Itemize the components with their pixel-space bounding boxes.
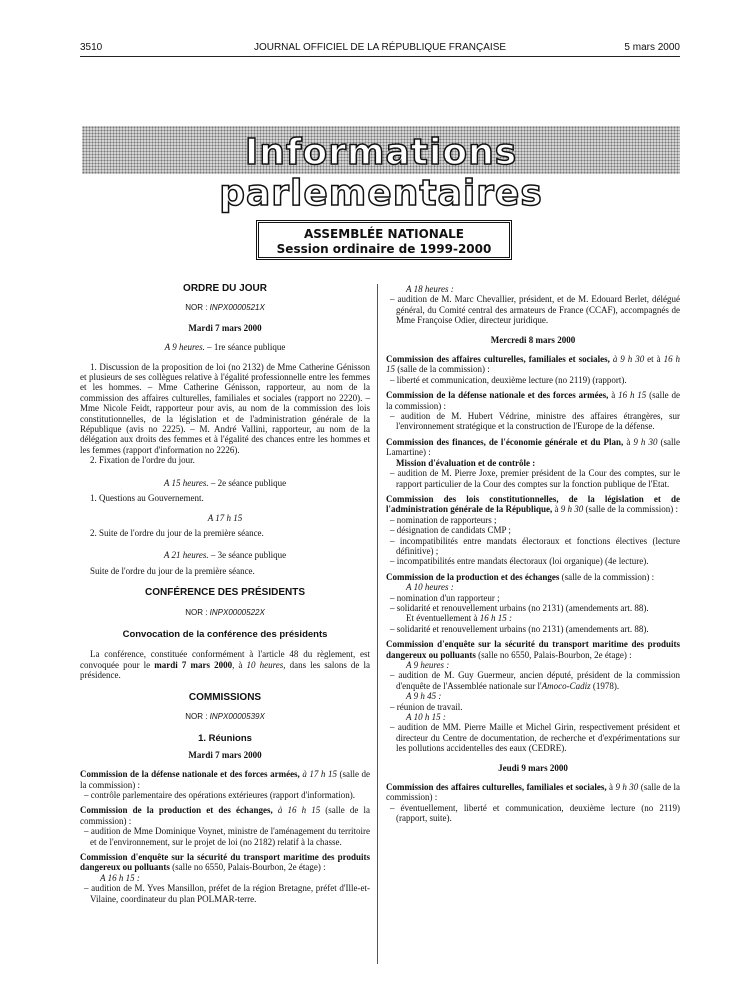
- left-column: [80, 284, 370, 904]
- banner-title: Informations parlementaires: [219, 132, 543, 214]
- page-number: 3510: [80, 42, 103, 53]
- m1-heading: Commission des affaires culturelles, familiales et sociales, à 9 h 30 et à 16 h 15 (salle de la commission) :: [386, 354, 681, 375]
- s1-item1: 1. Discussion de la proposition de loi (no 2132) de Mme Catherine Génisson et plusieurs de ses collègues relative à l'égalité professionnelle entre les femmes et les hommes. – Mme Catherine Génisson, rapporteur, au nom de la commission des affaires culturelles, familiales et sociales (rapport no 2220). – Mme Nicole Feidt, rapporteur pour avis, au nom de la commission des lois constitutionnelles, de la législation et de l'administration générale de la République (avis no 2225). – M. André Vallini, rapporteur, au nom de la délégation aux droits des femmes et à l'égalité des chances entre les hommes et les femmes (rapport d'information no 2226).: [80, 361, 370, 455]
- m6-item2: – réunion de travail.: [390, 701, 463, 712]
- s1-item2: 2. Fixation de l'ordre du jour.: [90, 455, 195, 466]
- journal-title: JOURNAL OFFICIEL DE LA RÉPUBLIQUE FRANÇAISE: [253, 42, 507, 53]
- commissions-nor: NOR : INPX0000539X: [185, 711, 265, 721]
- m6-time2: A 9 h 45 :: [406, 691, 442, 702]
- c1-item1: – contrôle parlementaire des opérations extérieures (rapport d'information).: [84, 790, 356, 800]
- m4-item2: – désignation de candidats CMP ;: [390, 525, 511, 536]
- m2-item1: – audition de M. Hubert Védrine, ministre des affaires étrangères, sur l'environnement stratégique et la construction de l'Europe de la défense.: [390, 411, 680, 432]
- running-header: [80, 42, 680, 56]
- s3-heading: A 21 heures. – 3e séance publique: [163, 550, 287, 561]
- day-thursday: Jeudi 9 mars 2000: [498, 762, 568, 773]
- conference-text: La conférence, constituée conformément à l'article 48 du règlement, est convoquée pour le mardi 7 mars 2000, à 10 heures, dans les salons de la présidence.: [80, 649, 371, 681]
- assembly-box: [256, 220, 512, 260]
- conference-nor: NOR : INPX0000522X: [185, 607, 265, 617]
- c3-time: A 16 h 15 :: [100, 872, 140, 883]
- reunions-subheading: 1. Réunions: [198, 733, 252, 745]
- ordre-day: Mardi 7 mars 2000: [188, 322, 262, 333]
- issue-date: 5 mars 2000: [624, 42, 680, 53]
- s3-item: Suite de l'ordre du jour de la première séance.: [90, 565, 255, 576]
- m3-item1: – audition de M. Pierre Joxe, premier président de la Cour des comptes, sur le rapport particulier de la Cour des comptes sur la fonction publique de l'Etat.: [390, 468, 680, 489]
- commissions-heading: COMMISSIONS: [188, 691, 262, 703]
- r0-time: A 18 heures :: [406, 284, 454, 294]
- ordre-nor: NOR : INPX0000521X: [185, 303, 265, 313]
- ordre-heading: ORDRE DU JOUR: [183, 283, 267, 294]
- assembly-name: ASSEMBLÉE NATIONALE: [304, 227, 464, 241]
- r0-item1: – audition de M. Marc Chevallier, président, et de M. Edouard Berlet, délégué général, du Comité central des armateurs de France (CCAF), accompagnés de Mme Françoise Odier, directeur juridique.: [390, 294, 680, 326]
- c2-heading: Commission de la production et des échanges, à 16 h 15 (salle de la commission) :: [80, 805, 370, 826]
- session-name: Session ordinaire de 1999-2000: [276, 242, 492, 256]
- header-rule: [80, 56, 680, 57]
- m5-item3: – solidarité et renouvellement urbains (no 2131) (amendements art. 88).: [390, 623, 649, 634]
- conference-subheading: Convocation de la conférence des présidents: [122, 628, 328, 640]
- c3-heading: Commission d'enquête sur la sécurité du transport maritime des produits dangereux ou polluants (salle no 6550, Palais-Bourbon, 2e étage) :: [80, 852, 370, 873]
- right-column: [386, 284, 680, 824]
- m5-item2: – solidarité et renouvellement urbains (no 2131) (amendements art. 88).: [390, 602, 649, 613]
- c3-item1: – audition de M. Yves Mansillon, préfet de la région Bretagne, préfet d'Ille-et-Vilaine, coordinateur du plan POLMAR-terre.: [84, 883, 370, 904]
- commissions-day: Mardi 7 mars 2000: [188, 749, 262, 760]
- m4-heading: Commission des lois constitutionnelles, de la législation et de l'administration générale de la République, à 9 h 30 (salle de la commission) :: [386, 493, 680, 515]
- s2-item1: 1. Questions au Gouvernement.: [90, 493, 204, 504]
- m3-subheading: Mission d'évaluation et de contrôle :: [396, 457, 536, 468]
- m6-heading: Commission d'enquête sur la sécurité du transport maritime des produits dangereux ou polluants (salle no 6550, Palais-Bourbon, 2e étage) :: [386, 639, 680, 660]
- m6-item1: – audition de M. Guy Guermeur, ancien député, président de la commission d'enquête de l'Assemblée nationale sur l'Amoco-Cadiz (1978).: [390, 670, 680, 691]
- c2-item1: – audition de Mme Dominique Voynet, ministre de l'aménagement du territoire et de l'environnement, sur le projet de loi (no 2182) relatif à la chasse.: [84, 826, 370, 847]
- m5-heading: Commission de la production et des échanges (salle de la commission) :: [386, 571, 655, 582]
- day-wednesday: Mercredi 8 mars 2000: [490, 334, 576, 345]
- m2-heading: Commission de la défense nationale et des forces armées, à 16 h 15 (salle de la commission) :: [386, 390, 681, 411]
- m6-item3: – audition de MM. Pierre Maille et Michel Girin, respectivement président et directeur du Centre de documentation, de recherche et d'expérimentations sur les pollutions accidentelles des eaux (CEDRE).: [390, 722, 680, 754]
- column-divider: [377, 284, 378, 964]
- m4-item3: – incompatibilités entre mandats électoraux et fonctions électives (lecture définitive) ;: [390, 535, 680, 556]
- section-banner: [82, 126, 680, 214]
- m6-time1: A 9 heures :: [406, 660, 450, 670]
- m6-time3: A 10 h 15 :: [406, 712, 446, 723]
- s1-heading: A 9 heures. – 1re séance publique: [164, 342, 286, 353]
- m4-item1: – nomination de rapporteurs ;: [390, 514, 497, 525]
- c1-heading: Commission de la défense nationale et des forces armées, à 17 h 15 (salle de la commission) :: [80, 769, 371, 790]
- m3-heading: Commission des finances, de l'économie générale et du Plan, à 9 h 30 (salle Lamartine) :: [386, 436, 680, 458]
- m1-item1: – liberté et communication, deuxième lecture (no 2119) (rapport).: [390, 374, 627, 385]
- s2-heading: A 15 heures. – 2e séance publique: [163, 477, 287, 488]
- m5-item1: – nomination d'un rapporteur ;: [390, 592, 500, 603]
- m4-item4: – incompatibilités entre mandats électoraux (loi organique) (4e lecture).: [390, 556, 649, 567]
- m5-time: A 10 heures :: [406, 582, 454, 593]
- j1-heading: Commission des affaires culturelles, familiales et sociales, à 9 h 30 (salle de la commission) :: [386, 782, 681, 803]
- s2b-heading: A 17 h 15: [207, 512, 243, 523]
- j1-item1: – éventuellement, liberté et communication, deuxième lecture (no 2119) (rapport, suite).: [390, 802, 680, 824]
- conference-heading: CONFÉRENCE DES PRÉSIDENTS: [144, 587, 306, 599]
- m5-eventual: Et éventuellement à 16 h 15 :: [406, 613, 512, 624]
- s2-item2: 2. Suite de l'ordre du jour de la première séance.: [90, 527, 264, 538]
